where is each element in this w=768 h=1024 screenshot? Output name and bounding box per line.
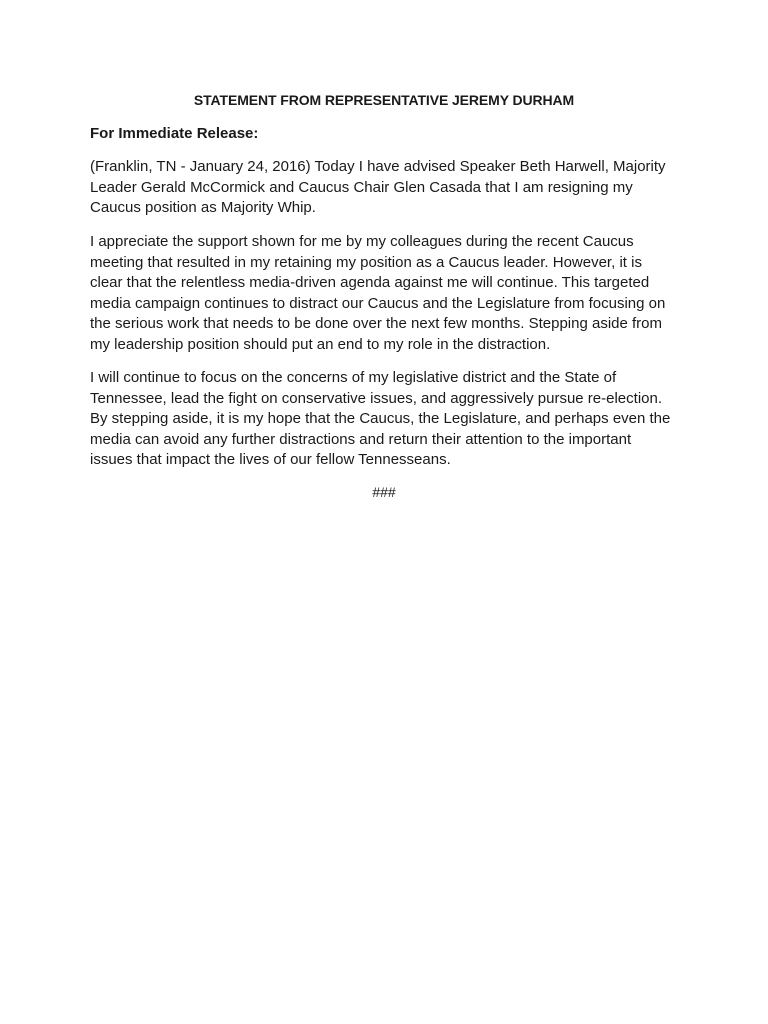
paragraph-line: media campaign continues to distract our Caucus and the Legislature from focusing on	[90, 294, 666, 312]
paragraph-line: Leader Gerald McCormick and Caucus Chair Glen Casada that I am resigning my	[90, 178, 633, 196]
document-title: STATEMENT FROM REPRESENTATIVE JEREMY DURHAM	[193, 92, 575, 108]
paragraph-line: Caucus position as Majority Whip.	[90, 199, 316, 216]
paragraph-line: Tennessee, lead the fight on conservative issues, and aggressively pursue re-election.	[90, 389, 662, 407]
paragraph-line: By stepping aside, it is my hope that the Caucus, the Legislature, and perhaps even the	[90, 410, 671, 427]
paragraph-1	[90, 157, 690, 219]
paragraph-line: issues that impact the lives of our fellow Tennesseans.	[90, 451, 451, 468]
paragraph-line: media can avoid any further distractions and return their attention to the important	[90, 430, 632, 448]
end-mark: ###	[372, 484, 396, 500]
paragraph-3	[90, 368, 690, 471]
paragraph-line: my leadership position should put an end to my role in the distraction.	[90, 335, 551, 353]
paragraph-line: I will continue to focus on the concerns of my legislative district and the State of	[90, 369, 617, 386]
paragraph-2	[90, 232, 690, 355]
release-label: For Immediate Release:	[90, 125, 259, 142]
paragraph-line: I appreciate the support shown for me by my colleagues during the recent Caucus	[90, 233, 634, 250]
paragraph-line: meeting that resulted in my retaining my position as a Caucus leader. However, it is	[90, 253, 642, 271]
paragraph-line: clear that the relentless media-driven agenda against me will continue. This targeted	[90, 274, 650, 291]
paragraph-line: the serious work that needs to be done over the next few months. Stepping aside from	[90, 315, 662, 332]
paragraph-line: (Franklin, TN - January 24, 2016) Today I have advised Speaker Beth Harwell, Majority	[90, 158, 666, 175]
